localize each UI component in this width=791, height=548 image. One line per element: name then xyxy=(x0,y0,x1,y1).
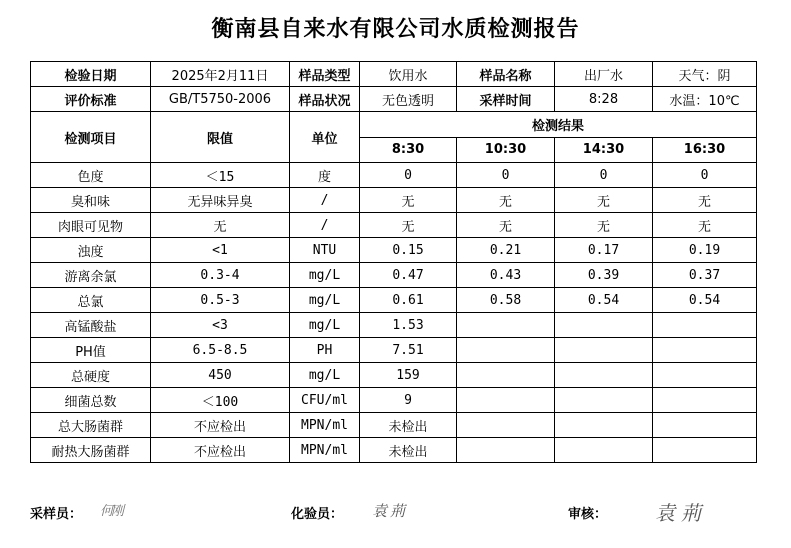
result-cell: 无 xyxy=(555,188,653,213)
result-cell xyxy=(457,438,555,463)
result-cell xyxy=(457,313,555,338)
result-cell xyxy=(457,388,555,413)
result-cell xyxy=(555,413,653,438)
unit-value: / xyxy=(290,213,360,238)
sample-type: 饮用水 xyxy=(360,62,457,87)
table-row xyxy=(31,238,757,263)
result-cell xyxy=(555,363,653,388)
unit-value: mg/L xyxy=(290,363,360,388)
result-cell: 无 xyxy=(653,213,757,238)
col-item-header: 检测项目 xyxy=(31,112,151,163)
result-cell xyxy=(457,413,555,438)
result-cell: 0.54 xyxy=(555,288,653,313)
result-cell: 0.61 xyxy=(360,288,457,313)
result-cell xyxy=(457,363,555,388)
limit-value: 无 xyxy=(151,213,290,238)
item-name: 游离余氯 xyxy=(31,263,151,288)
item-name: 耐热大肠菌群 xyxy=(31,438,151,463)
test-date: 2025年2月11日 xyxy=(151,62,290,87)
limit-value: 不应检出 xyxy=(151,413,290,438)
result-cell: 159 xyxy=(360,363,457,388)
result-cell: 9 xyxy=(360,388,457,413)
table-row xyxy=(31,163,757,188)
weather: 天气：阴 xyxy=(653,62,757,87)
result-cell xyxy=(555,388,653,413)
result-cell: 无 xyxy=(653,188,757,213)
limit-value: 无异味异臭 xyxy=(151,188,290,213)
limit-value: 不应检出 xyxy=(151,438,290,463)
tester-label: 化验员： xyxy=(291,507,344,522)
result-cell: 0.19 xyxy=(653,238,757,263)
sample-state: 无色透明 xyxy=(360,87,457,112)
unit-value: NTU xyxy=(290,238,360,263)
table-row xyxy=(31,313,757,338)
result-cell: 0.37 xyxy=(653,263,757,288)
result-cell: 0.58 xyxy=(457,288,555,313)
result-cell: 未检出 xyxy=(360,413,457,438)
table-row xyxy=(31,338,757,363)
sampling-time-label: 采样时间 xyxy=(457,87,555,112)
unit-value: PH xyxy=(290,338,360,363)
result-cell: 0.15 xyxy=(360,238,457,263)
result-cell: 无 xyxy=(360,188,457,213)
unit-value: mg/L xyxy=(290,288,360,313)
sample-type-label: 样品类型 xyxy=(290,62,360,87)
sample-name-label: 样品名称 xyxy=(457,62,555,87)
result-cell xyxy=(555,438,653,463)
table-row xyxy=(31,188,757,213)
result-cell: 0.47 xyxy=(360,263,457,288)
sampler-label: 采样员： xyxy=(30,507,83,522)
tester-signature: 袁荊 xyxy=(372,502,409,520)
time-header: 16:30 xyxy=(653,137,757,163)
sampler-signature: 何刚 xyxy=(100,504,123,519)
result-cell xyxy=(653,363,757,388)
result-cell: 未检出 xyxy=(360,438,457,463)
sampling-time: 8:28 xyxy=(555,87,653,112)
header-row-2 xyxy=(31,87,757,112)
item-name: 总氯 xyxy=(31,288,151,313)
report-title: 衡南县自来水有限公司水质检测报告 xyxy=(211,17,580,42)
limit-value: <1 xyxy=(151,238,290,263)
table-row xyxy=(31,363,757,388)
result-cell: 0 xyxy=(457,163,555,188)
col-limit-header: 限值 xyxy=(151,112,290,163)
unit-value: MPN/ml xyxy=(290,438,360,463)
result-cell: 0.39 xyxy=(555,263,653,288)
unit-value: mg/L xyxy=(290,313,360,338)
result-cell: 无 xyxy=(457,188,555,213)
col-results-header: 检测结果 xyxy=(360,112,757,138)
table-row xyxy=(31,438,757,463)
test-date-label: 检验日期 xyxy=(31,62,151,87)
limit-value: 450 xyxy=(151,363,290,388)
unit-value: MPN/ml xyxy=(290,413,360,438)
column-header-row-1 xyxy=(31,112,757,138)
limit-value: 0.5-3 xyxy=(151,288,290,313)
data-rows xyxy=(31,163,757,463)
result-cell: 无 xyxy=(360,213,457,238)
standard-label: 评价标准 xyxy=(31,87,151,112)
result-cell: 1.53 xyxy=(360,313,457,338)
result-cell xyxy=(653,388,757,413)
result-cell xyxy=(457,338,555,363)
water-temp: 水温：10℃ xyxy=(653,87,757,112)
result-cell xyxy=(653,438,757,463)
time-header: 14:30 xyxy=(555,137,653,163)
limit-value: ＜15 xyxy=(151,163,290,188)
table-row xyxy=(31,263,757,288)
col-unit-header: 单位 xyxy=(290,112,360,163)
result-cell: 无 xyxy=(457,213,555,238)
item-name: 细菌总数 xyxy=(31,388,151,413)
result-cell xyxy=(653,313,757,338)
item-name: 色度 xyxy=(31,163,151,188)
result-cell: 0.54 xyxy=(653,288,757,313)
result-cell xyxy=(555,313,653,338)
limit-value: 0.3-4 xyxy=(151,263,290,288)
table-row xyxy=(31,213,757,238)
item-name: 浊度 xyxy=(31,238,151,263)
result-cell: 0 xyxy=(360,163,457,188)
item-name: 总硬度 xyxy=(31,363,151,388)
unit-value: CFU/ml xyxy=(290,388,360,413)
result-cell: 无 xyxy=(555,213,653,238)
reviewer-signature: 袁荊 xyxy=(655,501,707,525)
result-cell: 0.21 xyxy=(457,238,555,263)
item-name: 高锰酸盐 xyxy=(31,313,151,338)
item-name: 肉眼可见物 xyxy=(31,213,151,238)
result-cell xyxy=(555,338,653,363)
result-cell: 0.43 xyxy=(457,263,555,288)
item-name: PH值 xyxy=(31,338,151,363)
item-name: 总大肠菌群 xyxy=(31,413,151,438)
time-header: 8:30 xyxy=(360,137,457,163)
result-cell: 0 xyxy=(555,163,653,188)
result-cell: 7.51 xyxy=(360,338,457,363)
result-cell: 0 xyxy=(653,163,757,188)
sample-name: 出厂水 xyxy=(555,62,653,87)
result-cell xyxy=(653,413,757,438)
result-cell xyxy=(653,338,757,363)
unit-value: mg/L xyxy=(290,263,360,288)
time-header: 10:30 xyxy=(457,137,555,163)
limit-value: 6.5-8.5 xyxy=(151,338,290,363)
standard: GB/T5750-2006 xyxy=(151,87,290,112)
limit-value: ＜100 xyxy=(151,388,290,413)
unit-value: / xyxy=(290,188,360,213)
limit-value: <3 xyxy=(151,313,290,338)
unit-value: 度 xyxy=(290,163,360,188)
reviewer-label: 审核： xyxy=(568,507,608,522)
header-row-1 xyxy=(31,62,757,87)
item-name: 臭和味 xyxy=(31,188,151,213)
report-table xyxy=(30,61,757,463)
result-cell: 0.17 xyxy=(555,238,653,263)
table-row xyxy=(31,388,757,413)
table-row xyxy=(31,413,757,438)
sample-state-label: 样品状况 xyxy=(290,87,360,112)
table-row xyxy=(31,288,757,313)
